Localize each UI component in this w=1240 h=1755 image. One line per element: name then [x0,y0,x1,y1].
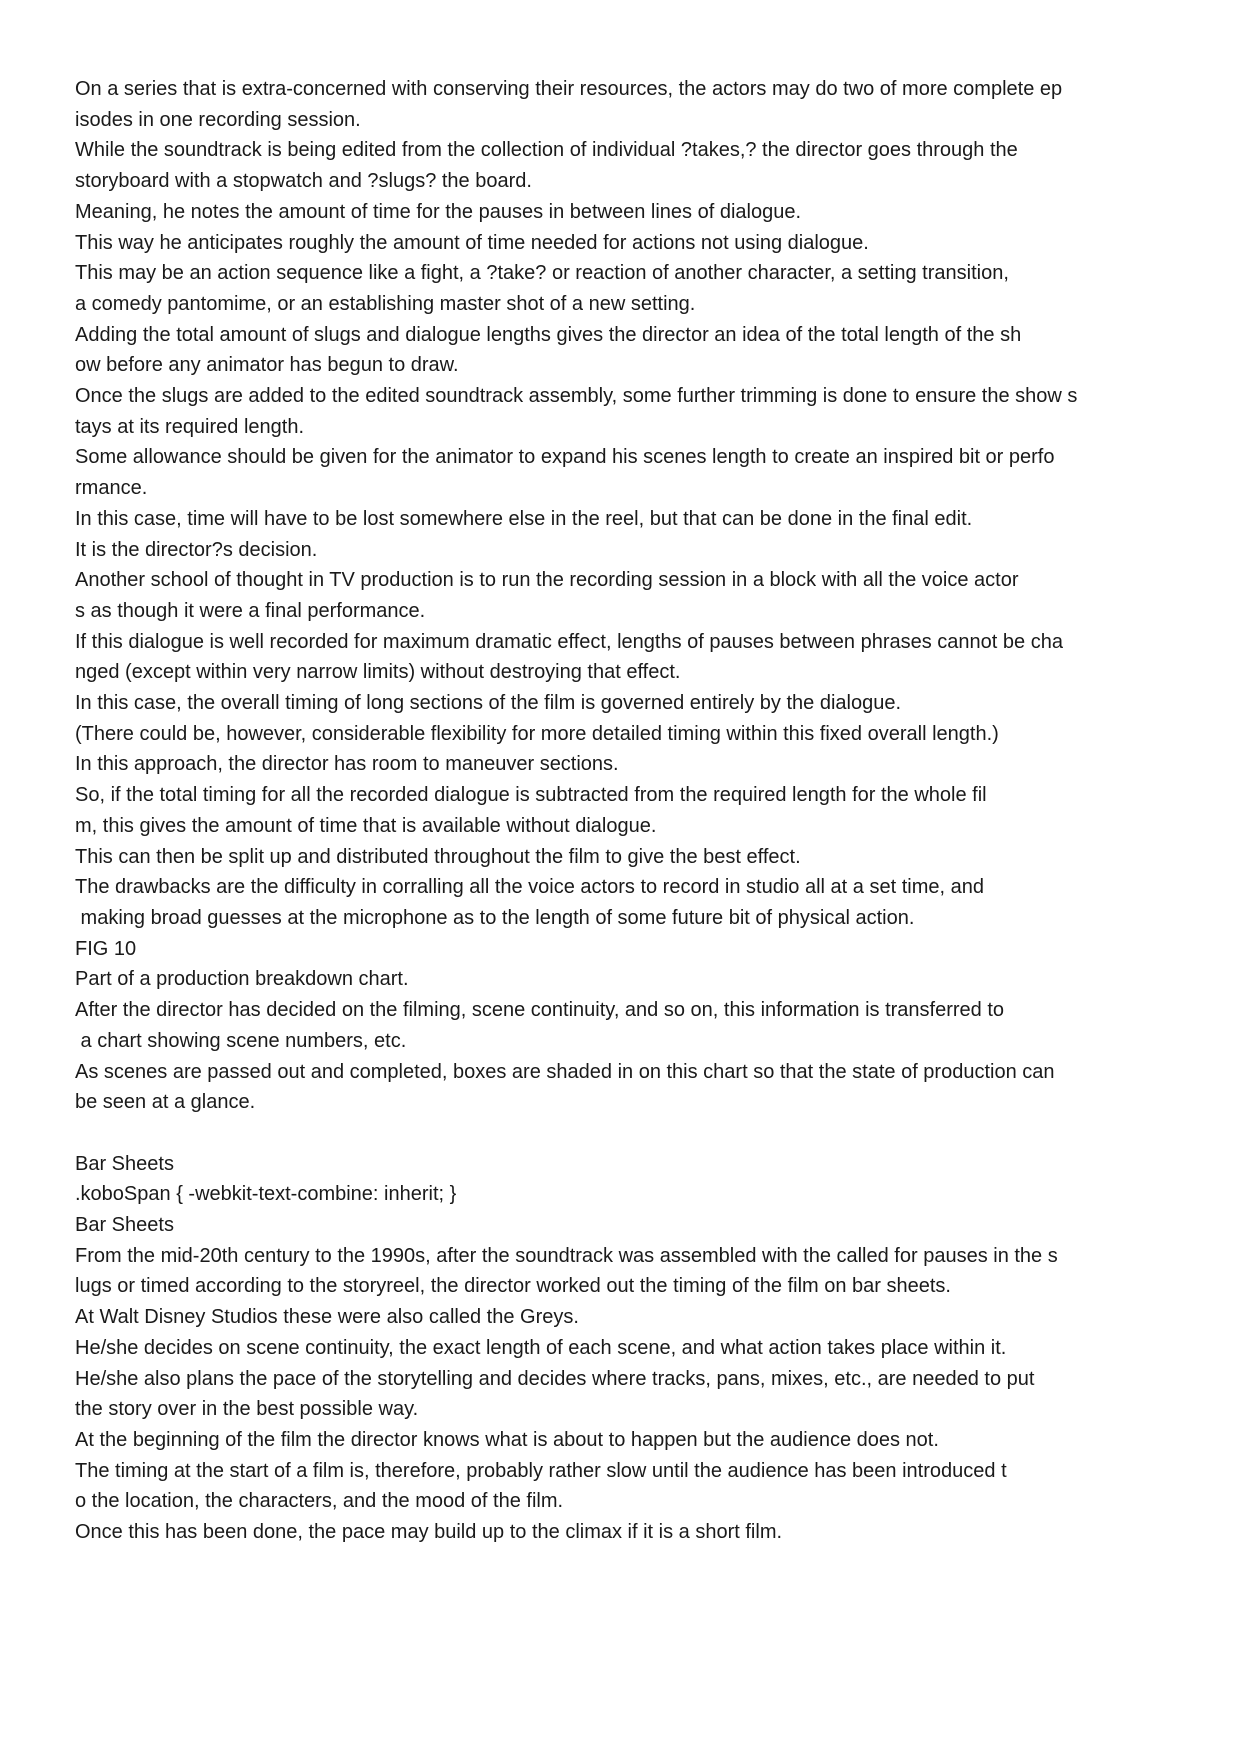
text-line: It is the director?s decision. [75,538,318,561]
blank-line [75,1118,1175,1149]
text-line: He/she decides on scene continuity, the exact length of each scene, and what action takes place within it. [75,1336,1007,1359]
text-line: isodes in one recording session. [75,108,361,131]
text-line: o the location, the characters, and the mood of the film. [75,1490,564,1513]
text-line: Meaning, he notes the amount of time for the pauses in between lines of dialogue. [75,200,802,223]
text-line: This can then be split up and distributed throughout the film to give the best effect. [75,845,801,868]
text-line: While the soundtrack is being edited from the collection of individual ?takes,? the director goes through the [75,139,1018,162]
text-line: s as though it were a final performance. [75,599,426,622]
text-line: After the director has decided on the filming, scene continuity, and so on, this information is transferred to [75,999,1005,1022]
text-line: From the mid-20th century to the 1990s, after the soundtrack was assembled with the called for pauses in the s [75,1244,1058,1267]
text-line: ow before any animator has begun to draw. [75,354,459,377]
text-line: Once the slugs are added to the edited soundtrack assembly, some further trimming is done to ensure the show s [75,385,1078,408]
text-line: the story over in the best possible way. [75,1398,419,1421]
text-line: This may be an action sequence like a fight, a ?take? or reaction of another character, a setting transition, [75,262,1009,285]
text-line: rmance. [75,477,148,500]
text-line: Adding the total amount of slugs and dialogue lengths gives the director an idea of the total length of the sh [75,323,1022,346]
text-line: So, if the total timing for all the recorded dialogue is subtracted from the required length for the whole fil [75,784,987,807]
text-line: In this case, the overall timing of long sections of the film is governed entirely by the dialogue. [75,692,902,715]
text-line: Bar Sheets [75,1214,174,1236]
text-line: m, this gives the amount of time that is available without dialogue. [75,814,657,837]
text-line: Part of a production breakdown chart. [75,968,409,991]
text-line: In this approach, the director has room to maneuver sections. [75,753,619,776]
text-line: In this case, time will have to be lost somewhere else in the reel, but that can be done in the final edit. [75,507,973,530]
text-line: The timing at the start of a film is, therefore, probably rather slow until the audience has been introduced t [75,1459,1007,1482]
text-line: tays at its required length. [75,415,305,438]
text-line: At Walt Disney Studios these were also called the Greys. [75,1306,579,1329]
text-line: FIG 10 [75,937,137,960]
text-line: (There could be, however, considerable flexibility for more detailed timing within this fixed overall length.) [75,722,999,745]
text-line: .koboSpan { -webkit-text-combine: inherit; } [75,1183,457,1206]
text-line: On a series that is extra-concerned with conserving their resources, the actors may do two of more complete ep [75,78,1063,100]
text-line: As scenes are passed out and completed, boxes are shaded in on this chart so that the state of production can [75,1060,1055,1083]
text-line: a chart showing scene numbers, etc. [75,1029,407,1052]
text-line: a comedy pantomime, or an establishing master shot of a new setting. [75,292,696,315]
text-line: Some allowance should be given for the animator to expand his scenes length to create an inspired bit or perfo [75,446,1055,469]
text-line: If this dialogue is well recorded for maximum dramatic effect, lengths of pauses between phrases cannot be cha [75,630,1063,653]
text-line: making broad guesses at the microphone as to the length of some future bit of physical action. [75,906,915,929]
text-line: At the beginning of the film the director knows what is about to happen but the audience does not. [75,1428,939,1451]
text-line: lugs or timed according to the storyreel, the director worked out the timing of the film on bar sheets. [75,1275,951,1298]
text-line: He/she also plans the pace of the storytelling and decides where tracks, pans, mixes, etc., are needed to put [75,1367,1035,1390]
text-line: Bar Sheets [75,1152,174,1175]
text-line: nged (except within very narrow limits) without destroying that effect. [75,661,681,684]
text-line: Another school of thought in TV production is to run the recording session in a block with all the voice actor [75,569,1019,592]
document-page [75,74,1175,1548]
text-line: This way he anticipates roughly the amount of time needed for actions not using dialogue. [75,231,869,254]
text-line: Once this has been done, the pace may build up to the climax if it is a short film. [75,1521,783,1544]
text-line: be seen at a glance. [75,1091,256,1114]
text-line: storyboard with a stopwatch and ?slugs? the board. [75,170,532,193]
text-line: The drawbacks are the difficulty in corralling all the voice actors to record in studio all at a set time, and [75,876,984,899]
